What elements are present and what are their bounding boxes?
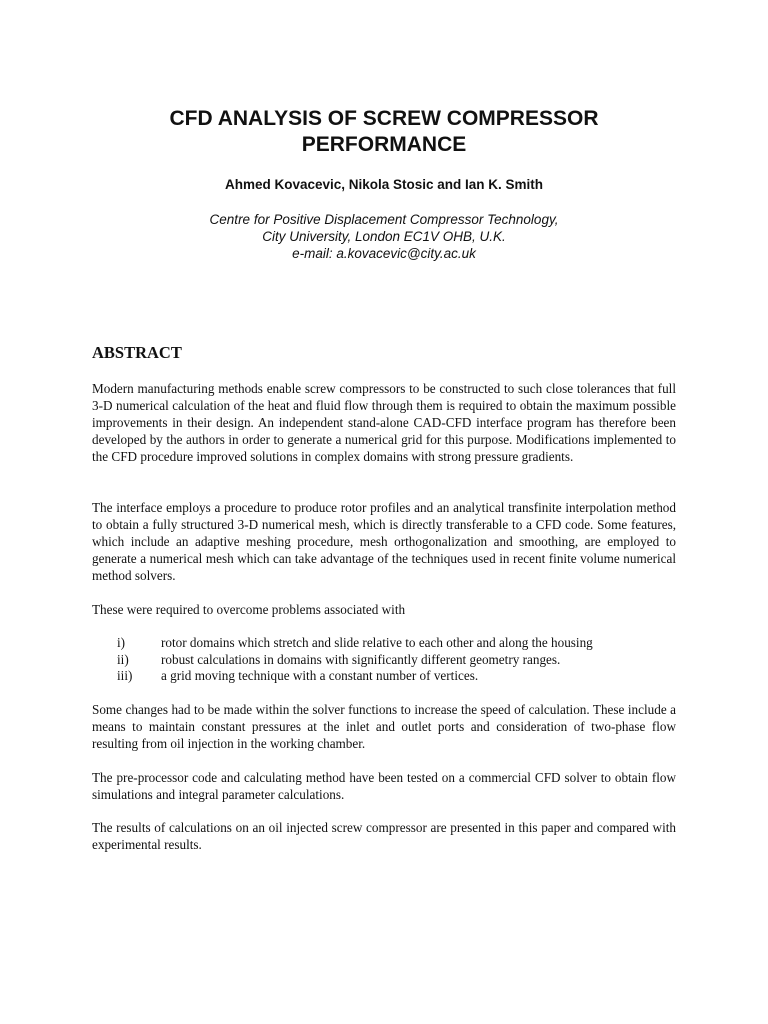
title-line: CFD ANALYSIS OF SCREW COMPRESSOR [169,107,599,130]
abstract-paragraph: Some changes had to be made within the solver functions to increase the speed of calculation. These include a means to maintain constant pressures at the inlet and outlet ports and consideration of two-phase flow resulting from oil injection in the working chamber. [92,702,676,751]
list-item [117,668,593,685]
abstract-paragraph: The pre-processor code and calculating method have been tested on a commercial CFD solver to obtain flow simulations and integral parameter calculations. [92,770,676,802]
abstract-heading: ABSTRACT [92,343,182,362]
abstract-paragraph: Modern manufacturing methods enable screw compressors to be constructed to such close tolerances that full 3-D numerical calculation of the heat and fluid flow through them is required to obtain the maximum possible improvements in their design. An independent stand-alone CAD-CFD interface program has therefore been developed by the authors in order to generate a numerical grid for this purpose. Modifications implemented to the CFD procedure improved solutions in complex domains with strong pressure gradients. [92,381,676,464]
author-list: Ahmed Kovacevic, Nikola Stosic and Ian K. Smith [224,177,544,192]
list-text: robust calculations in domains with significantly different geometry ranges. [161,651,561,667]
list-item [117,652,593,669]
list-number: ii) [117,651,129,667]
list-number: i) [117,635,126,650]
email-line: e-mail: a.kovacevic@city.ac.uk [292,246,476,261]
list-text: rotor domains which stretch and slide relative to each other and along the housing [161,635,593,650]
abstract-paragraph: The results of calculations on an oil injected screw compressor are presented in this paper and compared with experimental results. [92,820,676,852]
affiliation [0,211,768,262]
affiliation-line: City University, London EC1V OHB, U.K. [262,229,506,244]
paper-title [0,106,768,158]
problem-list [117,635,593,685]
affiliation-line: Centre for Positive Displacement Compressor Technology, [209,212,559,227]
abstract-paragraph: The interface employs a procedure to produce rotor profiles and an analytical transfinite interpolation method to obtain a fully structured 3-D numerical mesh, which is directly transferable to a CFD code. Some features, which include an adaptive meshing procedure, mesh orthogonalization and smoothing, are employed to generate a numerical mesh which can take advantage of the techniques used in recent finite volume numerical method solvers. [92,500,676,583]
list-number: iii) [117,668,133,683]
abstract-paragraph: These were required to overcome problems associated with [92,602,406,617]
title-line: PERFORMANCE [301,133,467,156]
list-item [117,635,593,652]
list-text: a grid moving technique with a constant number of vertices. [161,668,479,683]
